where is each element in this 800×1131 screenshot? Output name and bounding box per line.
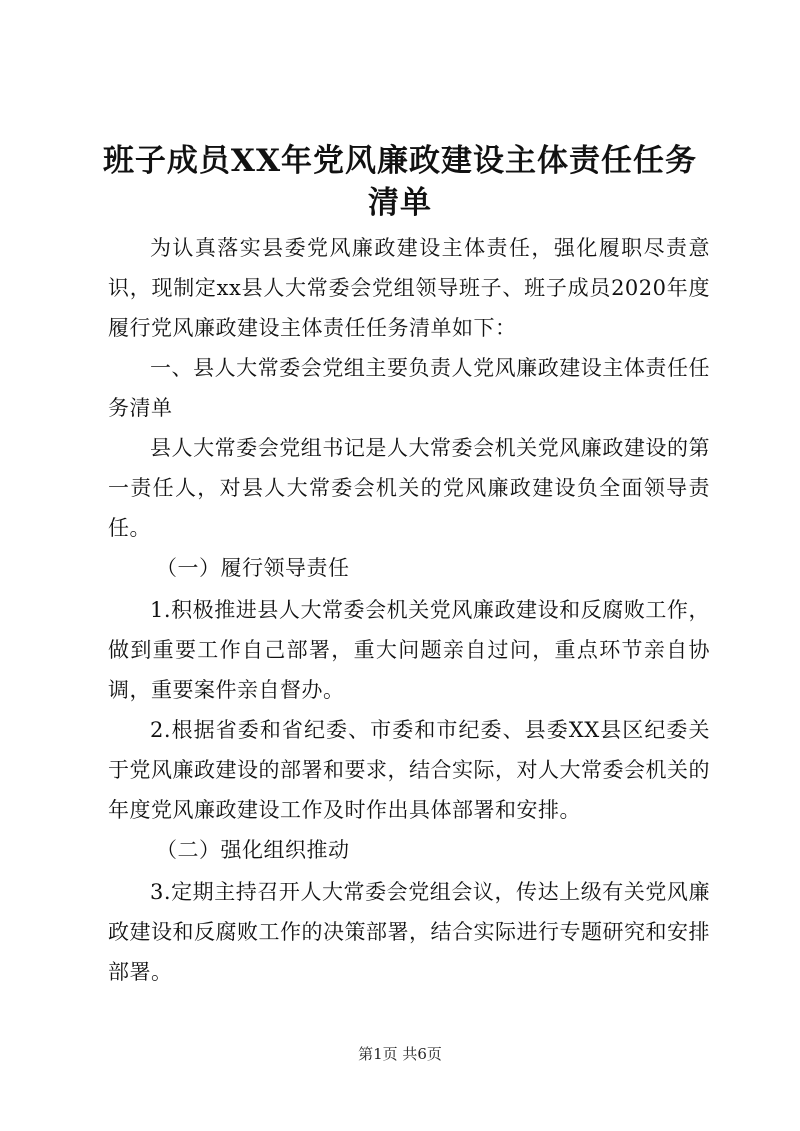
intro-paragraph: 为认真落实县委党风廉政建设主体责任，强化履职尽责意识，现制定xx县人大常委会党组领导班子、班子成员2020年度履行党风廉政建设主体责任任务清单如下：: [108, 236, 710, 340]
subheading-1: （一）履行领导责任: [156, 556, 350, 580]
document-title: 班子成员XX年党风廉政建设主体责任任务清单: [102, 143, 698, 221]
item-3: 3.定期主持召开人大常委会党组会议，传达上级有关党风廉政建设和反腐败工作的决策部署，结合实际进行专题研究和安排部署。: [108, 880, 710, 984]
item-2: 2.根据省委和省纪委、市委和市纪委、县委XX县区纪委关于党风廉政建设的部署和要求，结合实际，对人大常委会机关的年度党风廉政建设工作及时作出具体部署和安排。: [108, 718, 710, 822]
item-1: 1.积极推进县人大常委会机关党风廉政建设和反腐败工作，做到重要工作自己部署，重大问题亲自过问，重点环节亲自协调，重要案件亲自督办。: [108, 598, 710, 702]
document-body: [108, 228, 710, 992]
paragraph-responsibility: 县人大常委会党组书记是人大常委会机关党风廉政建设的第一责任人，对县人大常委会机关的党风廉政建设负全面领导责任。: [108, 436, 710, 540]
subheading-2: （二）强化组织推动: [156, 838, 350, 862]
page-footer: 第1页 共6页: [358, 1045, 442, 1063]
section-heading-1: 一、县人大常委会党组主要负责人党风廉政建设主体责任任务清单: [108, 356, 710, 420]
